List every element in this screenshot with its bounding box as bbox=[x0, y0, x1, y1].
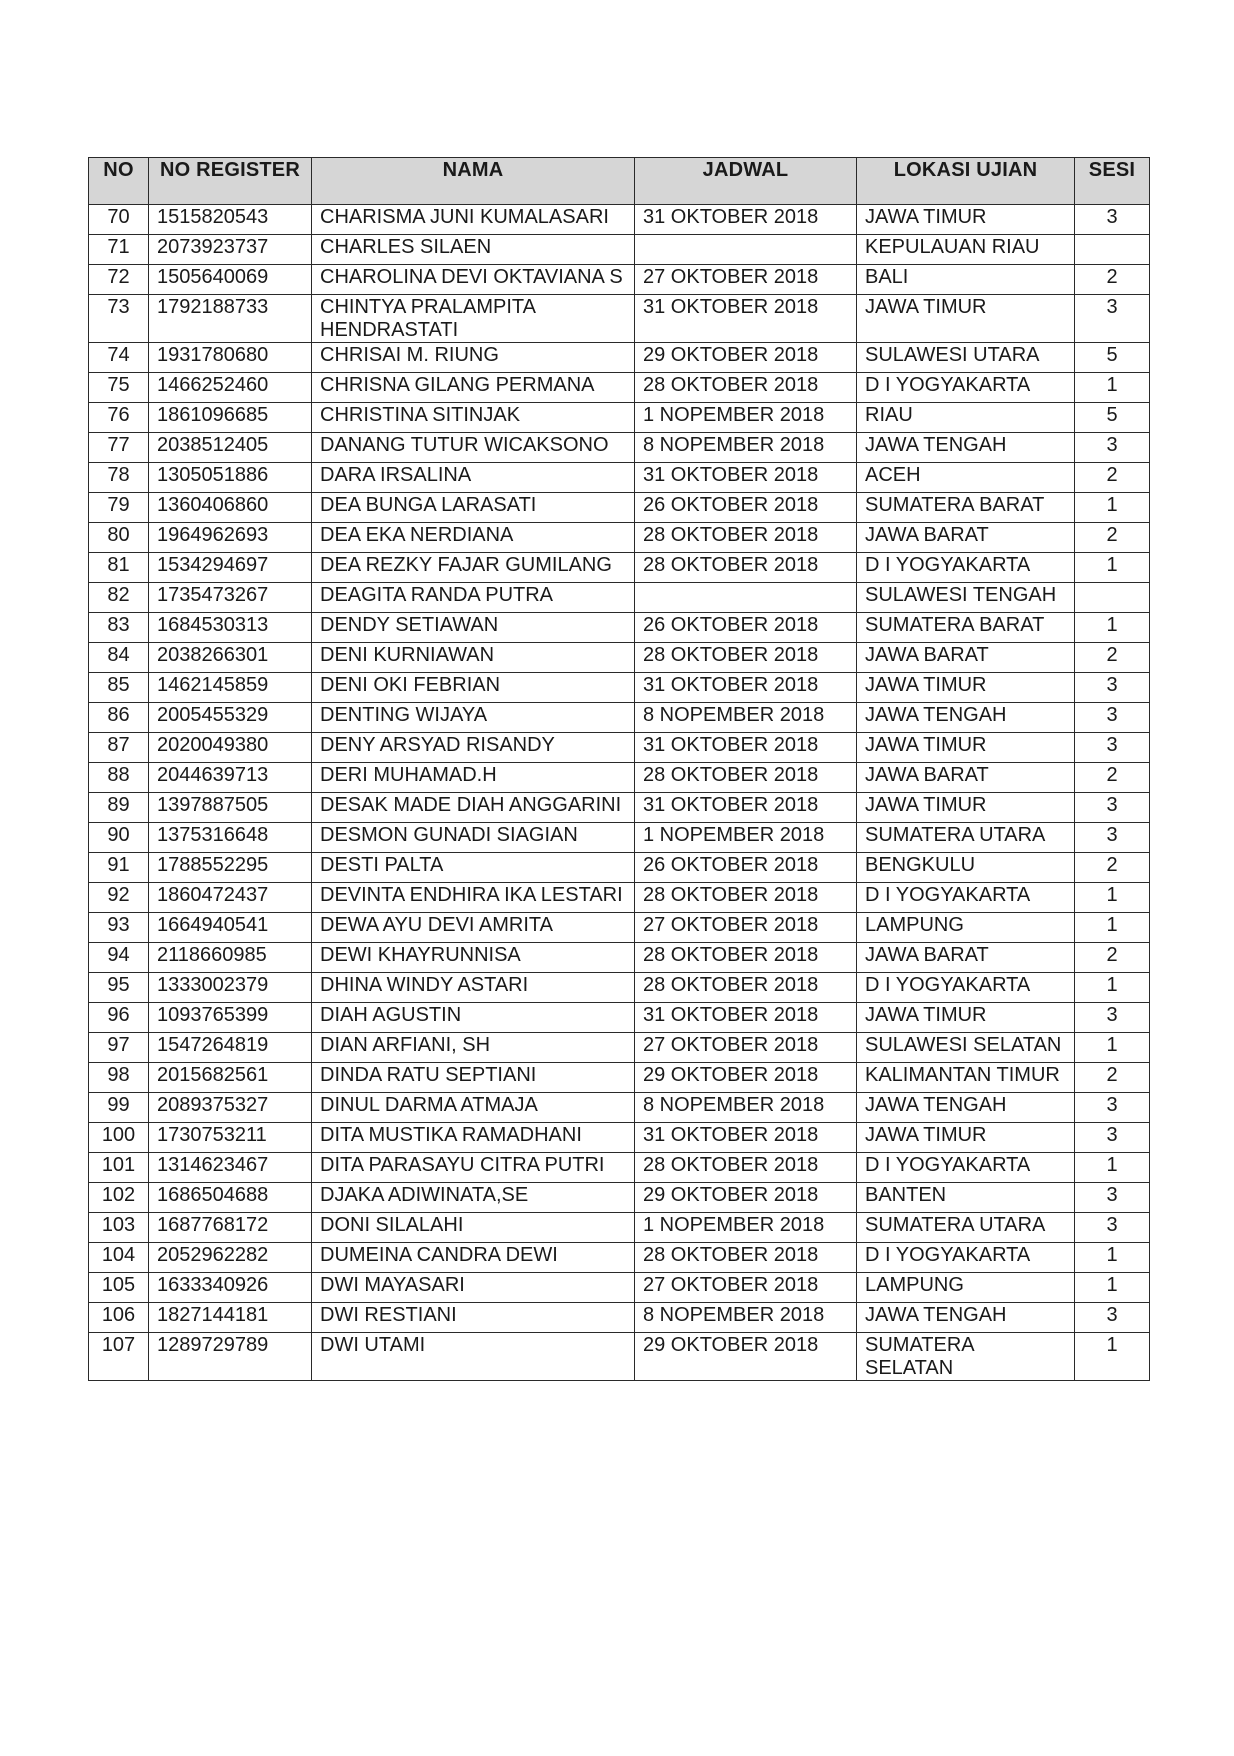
table-row bbox=[89, 943, 1150, 973]
table-body bbox=[89, 205, 1150, 1381]
cell-no: 98 bbox=[89, 1063, 149, 1093]
cell-no-register: 1687768172 bbox=[149, 1213, 312, 1243]
cell-no: 91 bbox=[89, 853, 149, 883]
cell-jadwal: 1 NOPEMBER 2018 bbox=[635, 823, 857, 853]
header-row bbox=[89, 158, 1150, 205]
cell-no: 72 bbox=[89, 265, 149, 295]
cell-nama: DONI SILALAHI bbox=[312, 1213, 635, 1243]
cell-no: 77 bbox=[89, 433, 149, 463]
cell-nama: CHAROLINA DEVI OKTAVIANA S bbox=[312, 265, 635, 295]
cell-lokasi-ujian: JAWA TIMUR bbox=[857, 793, 1075, 823]
cell-lokasi-ujian: JAWA TIMUR bbox=[857, 205, 1075, 235]
cell-lokasi-ujian: D I YOGYAKARTA bbox=[857, 1243, 1075, 1273]
cell-no-register: 1360406860 bbox=[149, 493, 312, 523]
header-lokasi-ujian: LOKASI UJIAN bbox=[857, 158, 1075, 205]
cell-no-register: 1505640069 bbox=[149, 265, 312, 295]
table-header bbox=[89, 158, 1150, 205]
cell-nama: DEVINTA ENDHIRA IKA LESTARI bbox=[312, 883, 635, 913]
cell-jadwal: 31 OKTOBER 2018 bbox=[635, 733, 857, 763]
cell-lokasi-ujian: SUMATERA BARAT bbox=[857, 493, 1075, 523]
table-row bbox=[89, 1033, 1150, 1063]
cell-sesi: 5 bbox=[1075, 343, 1150, 373]
cell-lokasi-ujian: JAWA TENGAH bbox=[857, 703, 1075, 733]
table-row bbox=[89, 733, 1150, 763]
table-row bbox=[89, 763, 1150, 793]
cell-sesi bbox=[1075, 583, 1150, 613]
cell-no: 71 bbox=[89, 235, 149, 265]
table-row bbox=[89, 1153, 1150, 1183]
cell-jadwal: 29 OKTOBER 2018 bbox=[635, 1333, 857, 1381]
cell-no-register: 2015682561 bbox=[149, 1063, 312, 1093]
cell-sesi: 1 bbox=[1075, 973, 1150, 1003]
cell-jadwal: 31 OKTOBER 2018 bbox=[635, 295, 857, 343]
cell-no: 74 bbox=[89, 343, 149, 373]
cell-nama: DINUL DARMA ATMAJA bbox=[312, 1093, 635, 1123]
table-row bbox=[89, 973, 1150, 1003]
cell-no: 81 bbox=[89, 553, 149, 583]
cell-jadwal bbox=[635, 235, 857, 265]
cell-no: 83 bbox=[89, 613, 149, 643]
header-sesi: SESI bbox=[1075, 158, 1150, 205]
table-row bbox=[89, 1003, 1150, 1033]
cell-no: 99 bbox=[89, 1093, 149, 1123]
cell-nama: DEAGITA RANDA PUTRA bbox=[312, 583, 635, 613]
cell-no-register: 2089375327 bbox=[149, 1093, 312, 1123]
cell-no: 103 bbox=[89, 1213, 149, 1243]
cell-no-register: 1664940541 bbox=[149, 913, 312, 943]
cell-no: 76 bbox=[89, 403, 149, 433]
cell-nama: DWI UTAMI bbox=[312, 1333, 635, 1381]
cell-no-register: 2118660985 bbox=[149, 943, 312, 973]
cell-jadwal: 27 OKTOBER 2018 bbox=[635, 1033, 857, 1063]
cell-jadwal: 27 OKTOBER 2018 bbox=[635, 265, 857, 295]
cell-sesi: 3 bbox=[1075, 1183, 1150, 1213]
cell-sesi: 2 bbox=[1075, 763, 1150, 793]
cell-no: 106 bbox=[89, 1303, 149, 1333]
cell-no-register: 1547264819 bbox=[149, 1033, 312, 1063]
cell-sesi: 2 bbox=[1075, 943, 1150, 973]
table-row bbox=[89, 235, 1150, 265]
cell-jadwal: 31 OKTOBER 2018 bbox=[635, 793, 857, 823]
cell-lokasi-ujian: JAWA BARAT bbox=[857, 523, 1075, 553]
table-row bbox=[89, 793, 1150, 823]
cell-lokasi-ujian: D I YOGYAKARTA bbox=[857, 373, 1075, 403]
cell-nama: CHRISTINA SITINJAK bbox=[312, 403, 635, 433]
cell-sesi: 1 bbox=[1075, 373, 1150, 403]
cell-no: 107 bbox=[89, 1333, 149, 1381]
cell-jadwal: 26 OKTOBER 2018 bbox=[635, 853, 857, 883]
cell-sesi: 3 bbox=[1075, 793, 1150, 823]
cell-jadwal: 31 OKTOBER 2018 bbox=[635, 1123, 857, 1153]
cell-lokasi-ujian: BANTEN bbox=[857, 1183, 1075, 1213]
table-row bbox=[89, 853, 1150, 883]
cell-no: 96 bbox=[89, 1003, 149, 1033]
cell-lokasi-ujian: SULAWESI SELATAN bbox=[857, 1033, 1075, 1063]
cell-nama: DWI MAYASARI bbox=[312, 1273, 635, 1303]
cell-no-register: 1397887505 bbox=[149, 793, 312, 823]
cell-no: 70 bbox=[89, 205, 149, 235]
cell-nama: CHARLES SILAEN bbox=[312, 235, 635, 265]
table-row bbox=[89, 463, 1150, 493]
cell-sesi: 3 bbox=[1075, 205, 1150, 235]
cell-lokasi-ujian: LAMPUNG bbox=[857, 913, 1075, 943]
table-row bbox=[89, 343, 1150, 373]
cell-jadwal: 8 NOPEMBER 2018 bbox=[635, 1093, 857, 1123]
cell-no-register: 2038512405 bbox=[149, 433, 312, 463]
cell-nama: DESMON GUNADI SIAGIAN bbox=[312, 823, 635, 853]
cell-lokasi-ujian: JAWA TENGAH bbox=[857, 433, 1075, 463]
cell-jadwal: 28 OKTOBER 2018 bbox=[635, 373, 857, 403]
cell-sesi: 1 bbox=[1075, 1243, 1150, 1273]
cell-no: 105 bbox=[89, 1273, 149, 1303]
table-row bbox=[89, 1243, 1150, 1273]
cell-nama: DENDY SETIAWAN bbox=[312, 613, 635, 643]
cell-sesi: 3 bbox=[1075, 1123, 1150, 1153]
cell-sesi: 3 bbox=[1075, 1303, 1150, 1333]
cell-nama: DWI RESTIANI bbox=[312, 1303, 635, 1333]
cell-no: 92 bbox=[89, 883, 149, 913]
cell-sesi: 3 bbox=[1075, 733, 1150, 763]
cell-nama: CHRISAI M. RIUNG bbox=[312, 343, 635, 373]
cell-sesi: 2 bbox=[1075, 1063, 1150, 1093]
cell-jadwal: 31 OKTOBER 2018 bbox=[635, 463, 857, 493]
cell-no: 93 bbox=[89, 913, 149, 943]
cell-no-register: 2052962282 bbox=[149, 1243, 312, 1273]
cell-sesi: 2 bbox=[1075, 463, 1150, 493]
table-row bbox=[89, 205, 1150, 235]
cell-nama: DENTING WIJAYA bbox=[312, 703, 635, 733]
cell-sesi: 3 bbox=[1075, 433, 1150, 463]
cell-nama: CHRISNA GILANG PERMANA bbox=[312, 373, 635, 403]
cell-no-register: 2073923737 bbox=[149, 235, 312, 265]
cell-sesi: 1 bbox=[1075, 613, 1150, 643]
cell-sesi: 1 bbox=[1075, 1273, 1150, 1303]
table-row bbox=[89, 373, 1150, 403]
cell-jadwal: 29 OKTOBER 2018 bbox=[635, 1063, 857, 1093]
cell-no-register: 1466252460 bbox=[149, 373, 312, 403]
cell-lokasi-ujian: SUMATERA UTARA bbox=[857, 823, 1075, 853]
cell-nama: DENY ARSYAD RISANDY bbox=[312, 733, 635, 763]
cell-sesi: 1 bbox=[1075, 883, 1150, 913]
cell-nama: DITA MUSTIKA RAMADHANI bbox=[312, 1123, 635, 1153]
cell-jadwal: 28 OKTOBER 2018 bbox=[635, 553, 857, 583]
cell-no-register: 1827144181 bbox=[149, 1303, 312, 1333]
cell-lokasi-ujian: SULAWESI UTARA bbox=[857, 343, 1075, 373]
cell-no: 94 bbox=[89, 943, 149, 973]
cell-no: 100 bbox=[89, 1123, 149, 1153]
cell-jadwal: 1 NOPEMBER 2018 bbox=[635, 403, 857, 433]
table-row bbox=[89, 523, 1150, 553]
cell-sesi: 1 bbox=[1075, 1333, 1150, 1381]
cell-sesi: 3 bbox=[1075, 295, 1150, 343]
cell-nama: CHARISMA JUNI KUMALASARI bbox=[312, 205, 635, 235]
cell-nama: DJAKA ADIWINATA,SE bbox=[312, 1183, 635, 1213]
cell-jadwal: 28 OKTOBER 2018 bbox=[635, 763, 857, 793]
cell-jadwal: 28 OKTOBER 2018 bbox=[635, 523, 857, 553]
cell-lokasi-ujian: JAWA TENGAH bbox=[857, 1093, 1075, 1123]
cell-lokasi-ujian: D I YOGYAKARTA bbox=[857, 973, 1075, 1003]
cell-sesi: 2 bbox=[1075, 523, 1150, 553]
cell-sesi: 3 bbox=[1075, 1003, 1150, 1033]
table-row bbox=[89, 1123, 1150, 1153]
cell-lokasi-ujian: JAWA TENGAH bbox=[857, 1303, 1075, 1333]
cell-no-register: 1633340926 bbox=[149, 1273, 312, 1303]
cell-lokasi-ujian: D I YOGYAKARTA bbox=[857, 1153, 1075, 1183]
cell-no-register: 1686504688 bbox=[149, 1183, 312, 1213]
table-row bbox=[89, 583, 1150, 613]
cell-jadwal: 8 NOPEMBER 2018 bbox=[635, 703, 857, 733]
cell-nama: DENI OKI FEBRIAN bbox=[312, 673, 635, 703]
cell-jadwal: 28 OKTOBER 2018 bbox=[635, 643, 857, 673]
cell-nama: DESAK MADE DIAH ANGGARINI bbox=[312, 793, 635, 823]
table-row bbox=[89, 403, 1150, 433]
cell-no: 90 bbox=[89, 823, 149, 853]
cell-lokasi-ujian: JAWA TIMUR bbox=[857, 1123, 1075, 1153]
cell-no: 84 bbox=[89, 643, 149, 673]
cell-no: 87 bbox=[89, 733, 149, 763]
cell-no: 73 bbox=[89, 295, 149, 343]
cell-jadwal: 28 OKTOBER 2018 bbox=[635, 943, 857, 973]
cell-no: 78 bbox=[89, 463, 149, 493]
cell-nama: DEA BUNGA LARASATI bbox=[312, 493, 635, 523]
cell-jadwal: 28 OKTOBER 2018 bbox=[635, 883, 857, 913]
cell-sesi: 1 bbox=[1075, 553, 1150, 583]
cell-no-register: 1792188733 bbox=[149, 295, 312, 343]
cell-nama: DITA PARASAYU CITRA PUTRI bbox=[312, 1153, 635, 1183]
cell-nama: DHINA WINDY ASTARI bbox=[312, 973, 635, 1003]
cell-nama: DEWI KHAYRUNNISA bbox=[312, 943, 635, 973]
table-row bbox=[89, 823, 1150, 853]
cell-lokasi-ujian: JAWA TIMUR bbox=[857, 673, 1075, 703]
cell-jadwal: 26 OKTOBER 2018 bbox=[635, 613, 857, 643]
table-row bbox=[89, 643, 1150, 673]
cell-no-register: 1289729789 bbox=[149, 1333, 312, 1381]
cell-no-register: 1534294697 bbox=[149, 553, 312, 583]
table-row bbox=[89, 613, 1150, 643]
table-row bbox=[89, 1093, 1150, 1123]
cell-nama: DEA REZKY FAJAR GUMILANG bbox=[312, 553, 635, 583]
cell-no: 85 bbox=[89, 673, 149, 703]
cell-jadwal: 28 OKTOBER 2018 bbox=[635, 973, 857, 1003]
cell-no-register: 1375316648 bbox=[149, 823, 312, 853]
cell-jadwal: 27 OKTOBER 2018 bbox=[635, 913, 857, 943]
cell-lokasi-ujian: JAWA BARAT bbox=[857, 943, 1075, 973]
table-row bbox=[89, 433, 1150, 463]
cell-no: 82 bbox=[89, 583, 149, 613]
cell-no-register: 1684530313 bbox=[149, 613, 312, 643]
cell-no-register: 1333002379 bbox=[149, 973, 312, 1003]
cell-no-register: 1314623467 bbox=[149, 1153, 312, 1183]
cell-jadwal: 31 OKTOBER 2018 bbox=[635, 1003, 857, 1033]
cell-sesi: 3 bbox=[1075, 703, 1150, 733]
cell-nama: DESTI PALTA bbox=[312, 853, 635, 883]
table-row bbox=[89, 1273, 1150, 1303]
table-row bbox=[89, 1333, 1150, 1381]
cell-no: 101 bbox=[89, 1153, 149, 1183]
cell-sesi: 2 bbox=[1075, 643, 1150, 673]
cell-jadwal: 29 OKTOBER 2018 bbox=[635, 343, 857, 373]
cell-lokasi-ujian: D I YOGYAKARTA bbox=[857, 883, 1075, 913]
cell-jadwal: 8 NOPEMBER 2018 bbox=[635, 1303, 857, 1333]
cell-sesi: 1 bbox=[1075, 493, 1150, 523]
table-row bbox=[89, 1063, 1150, 1093]
cell-lokasi-ujian: SUMATERA BARAT bbox=[857, 613, 1075, 643]
cell-no: 79 bbox=[89, 493, 149, 523]
cell-sesi: 2 bbox=[1075, 265, 1150, 295]
cell-no-register: 1462145859 bbox=[149, 673, 312, 703]
cell-no: 95 bbox=[89, 973, 149, 1003]
cell-sesi: 3 bbox=[1075, 1093, 1150, 1123]
cell-jadwal bbox=[635, 583, 857, 613]
cell-nama: DINDA RATU SEPTIANI bbox=[312, 1063, 635, 1093]
cell-lokasi-ujian: KEPULAUAN RIAU bbox=[857, 235, 1075, 265]
cell-lokasi-ujian: SUMATERA SELATAN bbox=[857, 1333, 1075, 1381]
cell-no-register: 2020049380 bbox=[149, 733, 312, 763]
header-jadwal: JADWAL bbox=[635, 158, 857, 205]
cell-lokasi-ujian: BENGKULU bbox=[857, 853, 1075, 883]
cell-no: 88 bbox=[89, 763, 149, 793]
table-row bbox=[89, 265, 1150, 295]
cell-jadwal: 27 OKTOBER 2018 bbox=[635, 1273, 857, 1303]
cell-jadwal: 31 OKTOBER 2018 bbox=[635, 205, 857, 235]
table-row bbox=[89, 883, 1150, 913]
table-row bbox=[89, 553, 1150, 583]
cell-sesi: 2 bbox=[1075, 853, 1150, 883]
cell-lokasi-ujian: JAWA BARAT bbox=[857, 643, 1075, 673]
cell-no: 104 bbox=[89, 1243, 149, 1273]
cell-no-register: 2005455329 bbox=[149, 703, 312, 733]
cell-sesi: 3 bbox=[1075, 1213, 1150, 1243]
cell-nama: DARA IRSALINA bbox=[312, 463, 635, 493]
cell-sesi bbox=[1075, 235, 1150, 265]
cell-no-register: 1964962693 bbox=[149, 523, 312, 553]
cell-sesi: 1 bbox=[1075, 1153, 1150, 1183]
table-row bbox=[89, 703, 1150, 733]
cell-sesi: 3 bbox=[1075, 673, 1150, 703]
cell-lokasi-ujian: JAWA TIMUR bbox=[857, 295, 1075, 343]
cell-no-register: 1860472437 bbox=[149, 883, 312, 913]
cell-lokasi-ujian: SUMATERA UTARA bbox=[857, 1213, 1075, 1243]
header-no: NO bbox=[89, 158, 149, 205]
table-row bbox=[89, 1213, 1150, 1243]
cell-jadwal: 26 OKTOBER 2018 bbox=[635, 493, 857, 523]
cell-lokasi-ujian: ACEH bbox=[857, 463, 1075, 493]
cell-no: 80 bbox=[89, 523, 149, 553]
cell-jadwal: 1 NOPEMBER 2018 bbox=[635, 1213, 857, 1243]
cell-nama: DEA EKA NERDIANA bbox=[312, 523, 635, 553]
cell-sesi: 1 bbox=[1075, 1033, 1150, 1063]
cell-jadwal: 28 OKTOBER 2018 bbox=[635, 1153, 857, 1183]
cell-lokasi-ujian: D I YOGYAKARTA bbox=[857, 553, 1075, 583]
cell-lokasi-ujian: LAMPUNG bbox=[857, 1273, 1075, 1303]
table-row bbox=[89, 295, 1150, 343]
cell-lokasi-ujian: KALIMANTAN TIMUR bbox=[857, 1063, 1075, 1093]
cell-no-register: 1515820543 bbox=[149, 205, 312, 235]
cell-no-register: 1093765399 bbox=[149, 1003, 312, 1033]
cell-no-register: 1788552295 bbox=[149, 853, 312, 883]
cell-no-register: 1931780680 bbox=[149, 343, 312, 373]
cell-jadwal: 31 OKTOBER 2018 bbox=[635, 673, 857, 703]
header-no-register: NO REGISTER bbox=[149, 158, 312, 205]
cell-jadwal: 8 NOPEMBER 2018 bbox=[635, 433, 857, 463]
cell-no: 102 bbox=[89, 1183, 149, 1213]
cell-no: 75 bbox=[89, 373, 149, 403]
table-row bbox=[89, 1183, 1150, 1213]
cell-no: 97 bbox=[89, 1033, 149, 1063]
header-nama: NAMA bbox=[312, 158, 635, 205]
cell-no: 86 bbox=[89, 703, 149, 733]
cell-lokasi-ujian: SULAWESI TENGAH bbox=[857, 583, 1075, 613]
exam-schedule-table bbox=[88, 157, 1150, 1381]
cell-no-register: 1730753211 bbox=[149, 1123, 312, 1153]
cell-jadwal: 28 OKTOBER 2018 bbox=[635, 1243, 857, 1273]
cell-no-register: 1305051886 bbox=[149, 463, 312, 493]
cell-sesi: 3 bbox=[1075, 823, 1150, 853]
cell-no-register: 1861096685 bbox=[149, 403, 312, 433]
cell-nama: DUMEINA CANDRA DEWI bbox=[312, 1243, 635, 1273]
table-row bbox=[89, 493, 1150, 523]
cell-jadwal: 29 OKTOBER 2018 bbox=[635, 1183, 857, 1213]
cell-no-register: 2044639713 bbox=[149, 763, 312, 793]
cell-lokasi-ujian: JAWA TIMUR bbox=[857, 733, 1075, 763]
cell-nama: DIAH AGUSTIN bbox=[312, 1003, 635, 1033]
cell-sesi: 5 bbox=[1075, 403, 1150, 433]
table-row bbox=[89, 913, 1150, 943]
cell-no-register: 2038266301 bbox=[149, 643, 312, 673]
cell-nama: DEWA AYU DEVI AMRITA bbox=[312, 913, 635, 943]
cell-lokasi-ujian: JAWA TIMUR bbox=[857, 1003, 1075, 1033]
cell-sesi: 1 bbox=[1075, 913, 1150, 943]
table-row bbox=[89, 1303, 1150, 1333]
cell-nama: DIAN ARFIANI, SH bbox=[312, 1033, 635, 1063]
cell-lokasi-ujian: BALI bbox=[857, 265, 1075, 295]
cell-nama: CHINTYA PRALAMPITA HENDRASTATI bbox=[312, 295, 635, 343]
cell-no-register: 1735473267 bbox=[149, 583, 312, 613]
table-row bbox=[89, 673, 1150, 703]
cell-nama: DENI KURNIAWAN bbox=[312, 643, 635, 673]
cell-nama: DERI MUHAMAD.H bbox=[312, 763, 635, 793]
cell-lokasi-ujian: JAWA BARAT bbox=[857, 763, 1075, 793]
cell-no: 89 bbox=[89, 793, 149, 823]
cell-lokasi-ujian: RIAU bbox=[857, 403, 1075, 433]
cell-nama: DANANG TUTUR WICAKSONO bbox=[312, 433, 635, 463]
